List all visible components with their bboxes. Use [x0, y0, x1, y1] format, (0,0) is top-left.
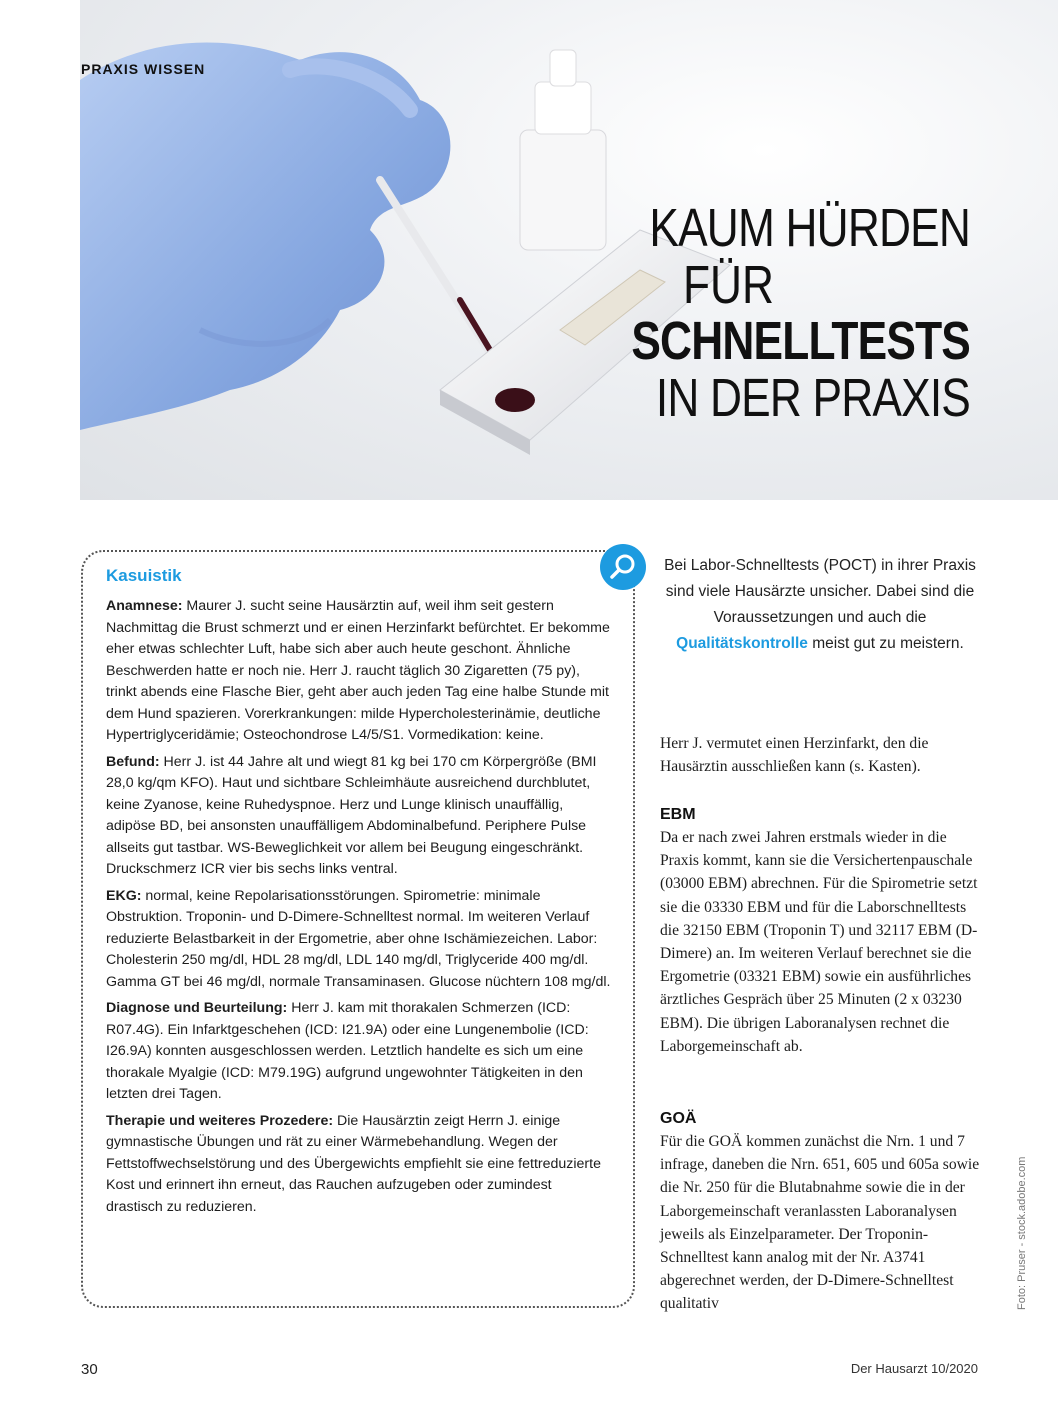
case-paragraph-diagnose	[106, 998, 611, 1106]
publication-info: Der Hausarzt 10/2020	[850, 1361, 978, 1376]
case-box	[81, 550, 635, 1308]
case-label: Diagnose und Beurteilung:	[106, 1000, 288, 1016]
intro-paragraph: Herr J. vermutet einen Herzinfarkt, den die Hausärztin ausschließen kann (s. Kasten).	[660, 735, 929, 776]
case-label: Anamnese:	[106, 598, 183, 614]
lead-text-part: Bei Labor-Schnelltests (POCT) in ihrer Praxis sind viele Hausärzte unsicher. Dabei sind die Voraussetzungen und auch die	[664, 557, 976, 626]
case-label: Therapie und weiteres Prozedere:	[106, 1112, 334, 1129]
ebm-heading: EBM	[660, 806, 696, 823]
lead-text	[660, 553, 980, 657]
ebm-paragraph: Da er nach zwei Jahren erstmals wieder in die Praxis kommt, kann sie die Versichertenpauschale (03000 EBM) abrechnen. Für die Spirometrie setzt sie die 03330 EBM und für die Laborschnelltests die 32150 EBM (Troponin T) und 32117 EBM (D-Dimere) an. Im weiteren Verlauf berechnet sie die Ergometrie (03321 EBM) sowie ein ausführliches ärztliches Gespräch über 25 Minuten (2 x 03230 EBM). Die übrigen Laboranalysen rechnet die Laborgemeinschaft ab.	[660, 829, 978, 1055]
section-label: PRAXIS WISSEN	[81, 61, 206, 77]
case-text: Herr J. ist 44 Jahre alt und wiegt 81 kg bei 170 cm Körpergröße (BMI 28,0 kg/qm KFO). Haut und sichtbare Schleimhäute ausreichend durchblutet, keine Zyanose, keine Ruhedyspnoe. Herz und Lunge klinisch unauffällig, adipöse BD, bei ansonsten unauffälligem Abdominalbefund. Periphere Pulse allseits gut tastbar. WS-Beweglichkeit vor allem bei Beugung eingeschränkt. Druckschmerz ICR vier bis sechs links ventral.	[106, 753, 597, 877]
headline-line-1: KAUM HÜRDEN	[649, 198, 970, 258]
photo-credit: Foto: Pruser - stock.adobe.com	[1016, 1156, 1028, 1310]
case-text: Maurer J. sucht seine Hausärztin auf, weil ihm seit gestern Nachmittag die Brust schmerzt und er einen Herzinfarkt befürchtet. Er bekomme eher etwas schlechter Luft, habe sich aber auch heute geschont. Ähnliche Beschwerden hatte er noch nie. Herr J. raucht täglich 30 Zigaretten (75 py), trinkt abends eine Flasche Bier, geht aber auch jeden Tag eine halbe Stunde mit dem Hund spazieren. Vorerkrankungen: milde Hypercholesterinämie, deutliche Hypertriglyceridämie; Osteochondrose L4/5/S1. Vormedikation: keine.	[106, 598, 610, 743]
magnifier-icon	[600, 544, 646, 590]
case-text: Die Hausärztin zeigt Herrn J. einige gymnastische Übungen und rät zu einer Wärmebehandlung. Wegen der Fettstoffwechselstörung und des Übergewichts empfiehlt sie eine fettreduzierte Kost und erinnert ihn erneut, das Rauchen aufzugeben oder zumindest drastisch zu reduzieren.	[106, 1112, 601, 1215]
headline-line-4: IN DER PRAXIS	[655, 368, 970, 429]
case-label: EKG:	[106, 887, 142, 904]
lead-highlight: Qualitätskontrolle	[676, 635, 808, 652]
headline-line-3: SCHNELLTESTS	[631, 311, 970, 372]
case-paragraph-ekg	[106, 886, 611, 994]
goa-paragraph: Für die GOÄ kommen zunächst die Nrn. 1 und 7 infrage, daneben die Nrn. 651, 605 und 605a sowie die Nr. 250 für die Blutabnahme sowie die in der Laborgemeinschaft veranlassten Laboranalysen jeweils als Einzelparameter. Der Troponin-Schnelltest kann analog mit der Nr. A3741 abgerechnet werden, der D-Dimere-Schnelltest qualitativ	[660, 1133, 980, 1313]
page-number: 30	[81, 1361, 98, 1378]
headline-line-2: FÜR	[682, 254, 774, 315]
case-text: normal, keine Repolarisationsstörungen. Spirometrie: minimale Obstruktion. Troponin- und D-Dimere-Schnelltest normal. Im weiteren Verlauf reduzierte Belastbarkeit in der Ergometrie, aber ohne Ischämiezeichen. Labor: Cholesterin 250 mg/dl, HDL 28 mg/dl, LDL 140 mg/dl, Triglyceride 400 mg/dl. Gamma GT bei 46 mg/dl, normale Transaminasen. Glucose nüchtern 108 mg/dl.	[106, 887, 611, 990]
goa-heading: GOÄ	[660, 1110, 697, 1127]
case-paragraph-therapie	[106, 1111, 611, 1219]
case-paragraph-anamnese	[106, 596, 611, 747]
case-text: Herr J. kam mit thorakalen Schmerzen (ICD: R07.4G). Ein Infarktgeschehen (ICD: I21.9A) oder eine Lungenembolie (ICD: I26.9A) konnten ausgeschlossen werden. Letztlich handelte es sich um eine thorakale Myalgie (ICD: M79.19G) aufgrund ungewohnter Tätigkeiten in den letzten drei Tagen.	[106, 1000, 589, 1102]
headline	[557, 200, 970, 427]
lead-text-part: meist gut zu meistern.	[807, 635, 964, 652]
case-box-title: Kasuistik	[106, 566, 182, 585]
case-label: Befund:	[106, 753, 160, 770]
case-paragraph-befund	[106, 752, 611, 881]
